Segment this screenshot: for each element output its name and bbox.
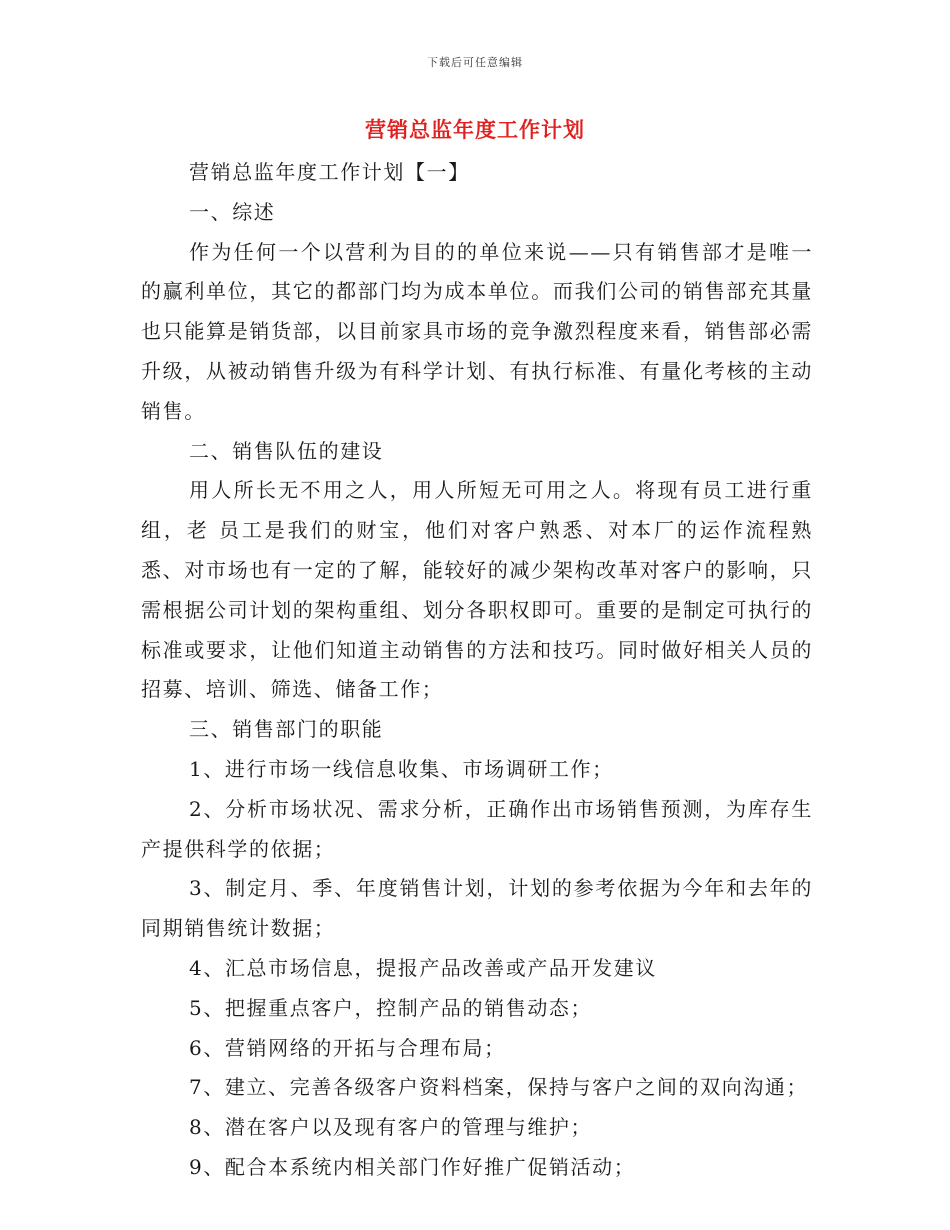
function-item-8: 8、潜在客户以及现有客户的管理与维护； bbox=[189, 1115, 593, 1140]
function-item-4: 4、汇总市场信息，提报产品改善或产品开发建议 bbox=[189, 955, 657, 980]
function-item-5: 5、把握重点客户，控制产品的销售动态； bbox=[189, 995, 593, 1020]
function-item-1: 1、进行市场一线信息收集、市场调研工作； bbox=[189, 756, 614, 781]
subtitle-paragraph: 营销总监年度工作计划【一】 bbox=[189, 160, 470, 184]
function-item-2: 2、分析市场状况、需求分析，正确作出市场销售预测，为库存生产提供科学的依据； bbox=[141, 796, 813, 861]
header-note: 下载后可任意编辑 bbox=[427, 56, 523, 69]
function-item-3: 3、制定月、季、年度销售计划，计划的参考依据为今年和去年的同期销售统计数据； bbox=[141, 876, 813, 941]
section-heading-team: 二、销售队伍的建设 bbox=[189, 438, 384, 463]
function-item-9: 9、配合本系统内相关部门作好推广促销活动； bbox=[189, 1154, 636, 1179]
document-title: 营销总监年度工作计划 bbox=[365, 118, 585, 142]
section-heading-functions: 三、销售部门的职能 bbox=[189, 717, 384, 742]
section-heading-overview: 一、综述 bbox=[189, 199, 276, 224]
function-item-6: 6、营销网络的开拓与合理布局； bbox=[189, 1035, 506, 1060]
function-item-7: 7、建立、完善各级客户资料档案，保持与客户之间的双向沟通； bbox=[189, 1075, 809, 1100]
overview-paragraph: 作为任何一个以营利为目的的单位来说——只有销售部才是唯一的赢利单位，其它的都部门均为成本单位。而我们公司的销售部充其量也只能算是销货部，以目前家具市场的竞争激烈程度来看，销售部必需升级，从被动销售升级为有科学计划、有执行标准、有量化考核的主动销售。 bbox=[141, 239, 813, 423]
document-body bbox=[141, 153, 813, 1188]
team-paragraph: 用人所长无不用之人，用人所短无可用之人。将现有员工进行重组，老 员工是我们的财宝，他们对客户熟悉、对本厂的运作流程熟悉、对市场也有一定的了解，能较好的减少架构改革对客户的影响，只需根据公司计划的架构重组、划分各职权即可。重要的是制定可执行的标准或要求，让他们知道主动销售的方法和技巧。同时做好相关人员的招募、培训、筛选、储备工作； bbox=[141, 478, 813, 702]
